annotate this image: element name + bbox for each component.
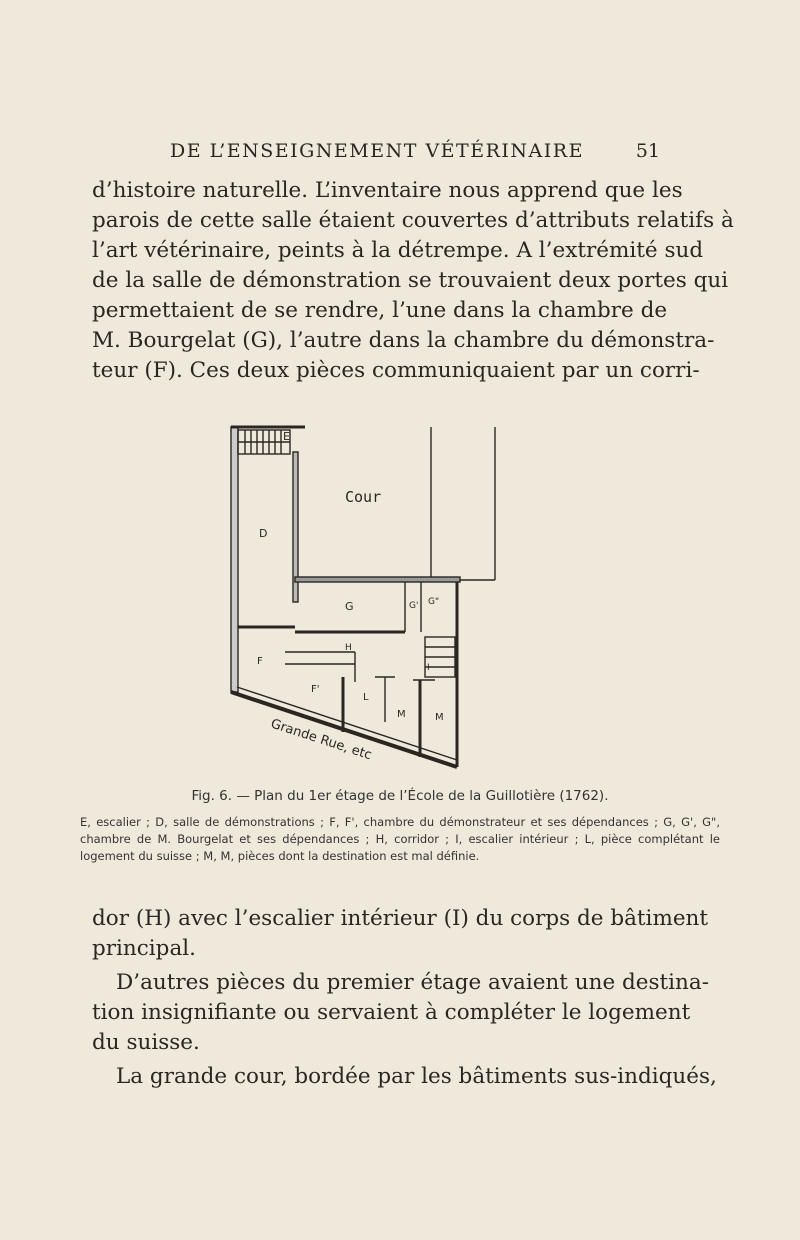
floor-plan-figure xyxy=(225,422,510,772)
plan-label-street: Grande Rue, etc xyxy=(268,716,374,764)
paragraph-last xyxy=(92,1062,717,1092)
paragraph-bottom xyxy=(92,904,709,964)
plan-label-f: F xyxy=(257,656,263,667)
text-line: M. Bourgelat (G), l’autre dans la chambre du démonstra- xyxy=(92,328,715,353)
plan-label-m1: M xyxy=(397,709,406,720)
text-line: de la salle de démonstration se trouvaient deux portes qui xyxy=(92,268,729,293)
text-line: d’histoire naturelle. L’inventaire nous apprend que les xyxy=(92,178,683,203)
text-line: permettaient de se rendre, l’une dans la chambre de xyxy=(92,298,668,323)
page-number: 51 xyxy=(635,140,660,162)
text-line: dor (H) avec l’escalier intérieur (I) du corps de bâtiment xyxy=(92,906,709,931)
plan-label-i: I xyxy=(427,663,430,673)
plan-label-e: E xyxy=(283,430,290,443)
text-line: teur (F). Ces deux pièces communiquaient par un corri- xyxy=(92,358,700,383)
plan-label-f-prime: F' xyxy=(311,684,320,695)
running-title: DE L’ENSEIGNEMENT VÉTÉRINAIRE xyxy=(170,140,584,162)
paragraph-next xyxy=(92,968,709,1058)
plan-label-l: L xyxy=(363,692,369,703)
text-line: du suisse. xyxy=(92,1030,200,1055)
plan-label-d: D xyxy=(259,527,268,540)
plan-label-g-prime: G' xyxy=(409,601,419,611)
text-line: La grande cour, bordée par les bâtiments sus-indiqués, xyxy=(116,1064,717,1089)
figure-title: Fig. 6. — Plan du 1er étage de l’École de la Guillotière (1762). xyxy=(191,788,609,804)
plan-label-g-second: G" xyxy=(428,597,440,607)
text-line: parois de cette salle étaient couvertes d’attributs relatifs à xyxy=(92,208,734,233)
text-line: principal. xyxy=(92,936,196,961)
text-line: tion insignifiante ou servaient à compléter le logement xyxy=(92,1000,691,1025)
plan-label-m2: M xyxy=(435,712,444,723)
plan-label-g: G xyxy=(345,600,354,613)
text-line: D’autres pièces du premier étage avaient une destina- xyxy=(116,970,709,995)
figure-legend: E, escalier ; D, salle de démonstrations ; F, F', chambre du démonstrateur et ses dépendances ; G, G', G", chambre de M. Bourgelat et ses dépendances ; H, corridor ; I, escalier intérieur ; L, pièce complétant le logement du suisse ; M, M, pièces dont la destination est mal définie. xyxy=(80,815,720,863)
plan-label-h: H xyxy=(345,643,352,653)
figure-caption xyxy=(80,788,720,865)
paragraph-top xyxy=(92,176,734,386)
text-line: l’art vétérinaire, peints à la détrempe. A l’extrémité sud xyxy=(92,238,704,263)
plan-label-cour: Cour xyxy=(345,488,382,506)
